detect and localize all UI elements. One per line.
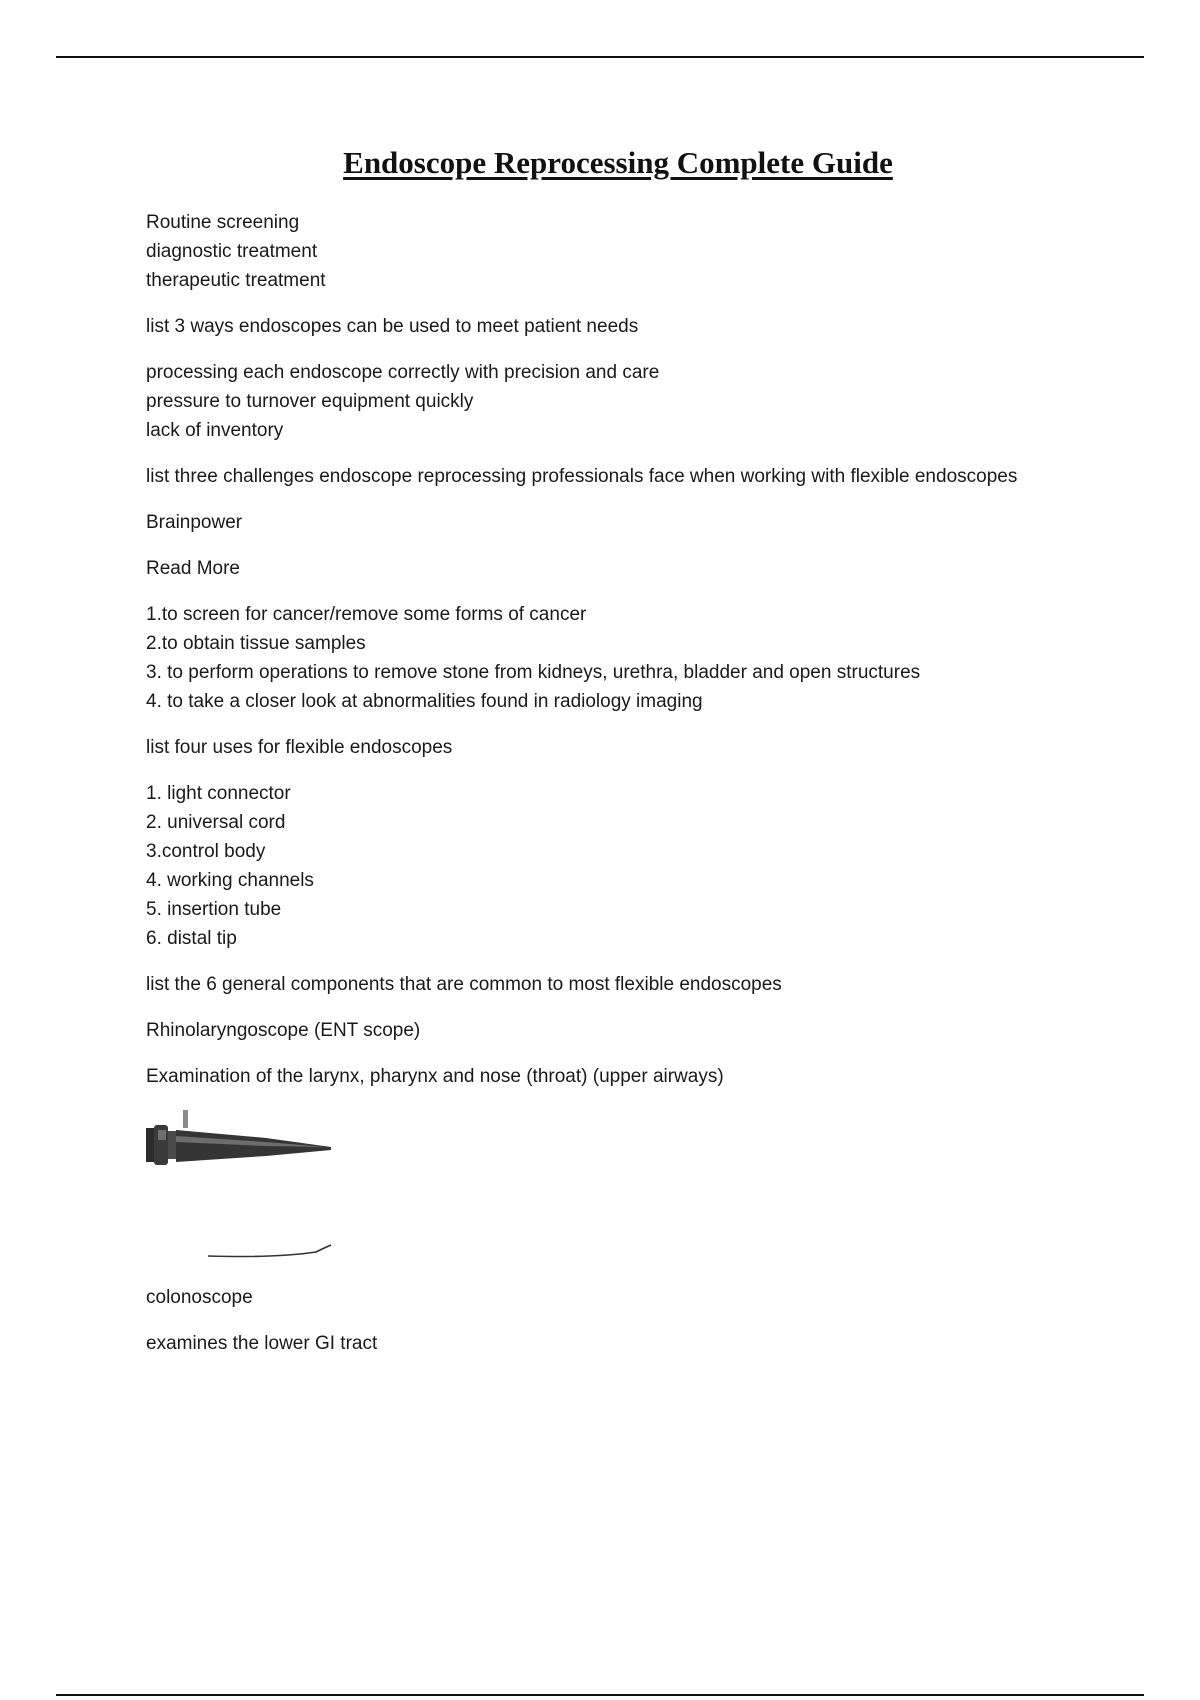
answer-block bbox=[146, 508, 1146, 537]
answer-block bbox=[146, 600, 1146, 716]
text-line: Routine screening bbox=[146, 212, 300, 233]
text-line: 3. to perform operations to remove stone from kidneys, urethra, bladder and open structures bbox=[146, 662, 921, 683]
text-line: diagnostic treatment bbox=[146, 241, 318, 262]
question-block bbox=[146, 462, 1146, 491]
text-line: list 3 ways endoscopes can be used to meet patient needs bbox=[146, 316, 639, 337]
text-line: 1.to screen for cancer/remove some forms of cancer bbox=[146, 604, 587, 625]
read-more-block bbox=[146, 554, 1146, 583]
text-line: Rhinolaryngoscope (ENT scope) bbox=[146, 1020, 421, 1041]
text-line: 2.to obtain tissue samples bbox=[146, 633, 366, 654]
question-block bbox=[146, 312, 1146, 341]
endoscope-icon bbox=[146, 1108, 346, 1273]
answer-block bbox=[146, 208, 1146, 295]
text-line: 3.control body bbox=[146, 841, 266, 862]
text-line: list three challenges endoscope reprocessing professionals face when working with flexible endoscopes bbox=[146, 466, 1018, 487]
text-line: Examination of the larynx, pharynx and nose (throat) (upper airways) bbox=[146, 1066, 724, 1087]
text-line: list four uses for flexible endoscopes bbox=[146, 737, 453, 758]
footer-rule bbox=[56, 1694, 1144, 1696]
text-line: pressure to turnover equipment quickly bbox=[146, 391, 474, 412]
text-line: 4. to take a closer look at abnormalities found in radiology imaging bbox=[146, 691, 703, 712]
answer-block bbox=[146, 358, 1146, 445]
text-line: lack of inventory bbox=[146, 420, 284, 441]
text-line: processing each endoscope correctly with precision and care bbox=[146, 362, 660, 383]
header-rule bbox=[56, 56, 1144, 58]
question-block bbox=[146, 733, 1146, 762]
text-line: 4. working channels bbox=[146, 870, 314, 891]
text-line: 2. universal cord bbox=[146, 812, 286, 833]
answer-block bbox=[146, 1016, 1146, 1045]
text-line: examines the lower GI tract bbox=[146, 1333, 378, 1354]
text-line: Brainpower bbox=[146, 512, 243, 533]
question-block bbox=[146, 1062, 1146, 1091]
text-line: 6. distal tip bbox=[146, 928, 237, 949]
text-line: list the 6 general components that are common to most flexible endoscopes bbox=[146, 974, 782, 995]
answer-block bbox=[146, 779, 1146, 953]
question-block bbox=[146, 970, 1146, 999]
endoscope-figure bbox=[146, 1108, 346, 1273]
text-line: colonoscope bbox=[146, 1287, 253, 1308]
read-more-text: Read More bbox=[146, 558, 240, 579]
text-line: therapeutic treatment bbox=[146, 270, 326, 291]
question-block bbox=[146, 1329, 1146, 1358]
answer-block bbox=[146, 1283, 1146, 1312]
page-title: Endoscope Reprocessing Complete Guide bbox=[343, 145, 893, 180]
document-body bbox=[146, 208, 1146, 1375]
text-line: 5. insertion tube bbox=[146, 899, 282, 920]
text-line: 1. light connector bbox=[146, 783, 291, 804]
